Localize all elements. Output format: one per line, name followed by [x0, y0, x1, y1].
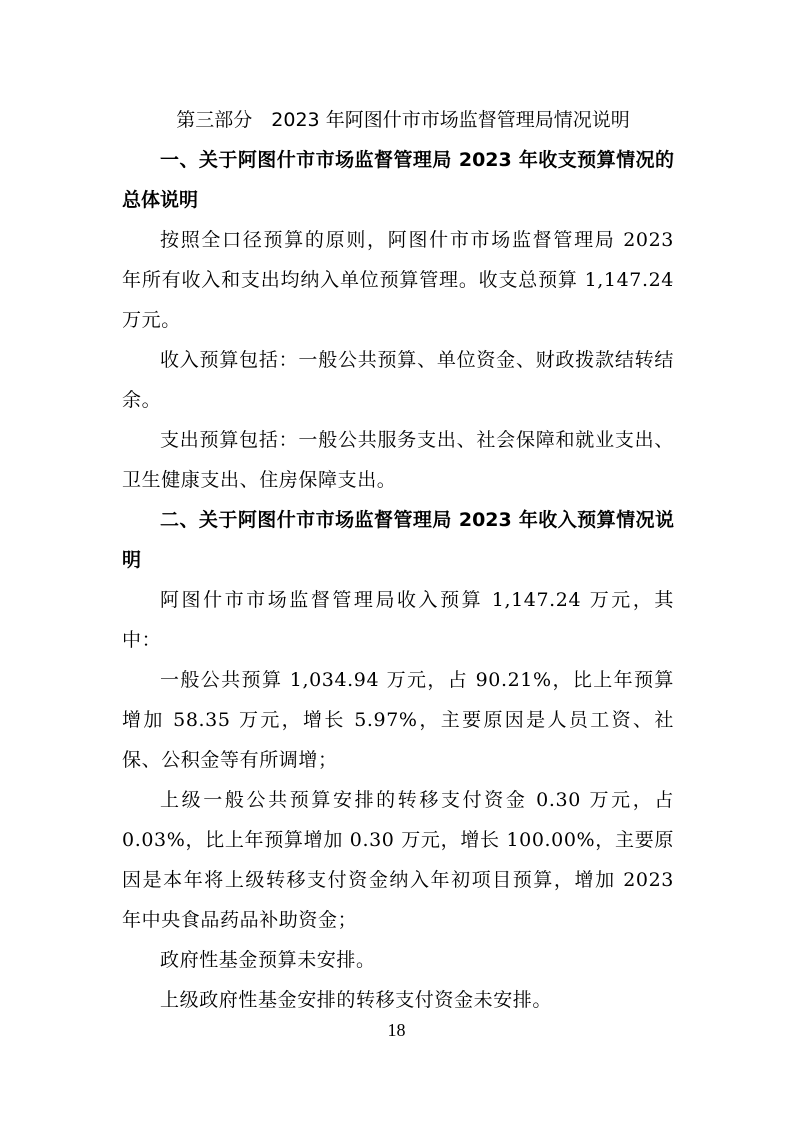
- section-heading-income: 二、关于阿图什市市场监督管理局 2023 年收入预算情况说明: [122, 509, 674, 571]
- paragraph-income-scope: 收入预算包括：一般公共预算、单位资金、财政拨款结转结余。: [122, 349, 674, 411]
- paragraph-income-total: 阿图什市市场监督管理局收入预算 1,147.24 万元，其中：: [122, 589, 674, 651]
- section-heading-overall: 一、关于阿图什市市场监督管理局 2023 年收支预算情况的总体说明: [122, 149, 674, 211]
- paragraph-budget-principle: 按照全口径预算的原则，阿图什市市场监督管理局 2023 年所有收入和支出均纳入单位预算管理。收支总预算 1,147.24 万元。: [122, 229, 674, 331]
- paragraph-expenditure-scope: 支出预算包括：一般公共服务支出、社会保障和就业支出、卫生健康支出、住房保障支出。: [122, 429, 674, 491]
- paragraph-fund-budget: 政府性基金预算未安排。: [160, 949, 376, 971]
- paragraph-fund-transfer: 上级政府性基金安排的转移支付资金未安排。: [160, 989, 553, 1011]
- document-body: [122, 100, 674, 1020]
- paragraph-general-budget: 一般公共预算 1,034.94 万元，占 90.21%，比上年预算增加 58.35 万元，增长 5.97%，主要原因是人员工资、社保、公积金等有所调增；: [122, 669, 674, 771]
- paragraph-transfer-payment: 上级一般公共预算安排的转移支付资金 0.30 万元，占 0.03%，比上年预算增加 0.30 万元，增长 100.00%，主要原因是本年将上级转移支付资金纳入年初项目预算，增加 2023 年中央食品药品补助资金；: [122, 789, 674, 931]
- document-title: 第三部分 2023 年阿图什市市场监督管理局情况说明: [176, 109, 630, 131]
- page-number: 18: [387, 1020, 406, 1040]
